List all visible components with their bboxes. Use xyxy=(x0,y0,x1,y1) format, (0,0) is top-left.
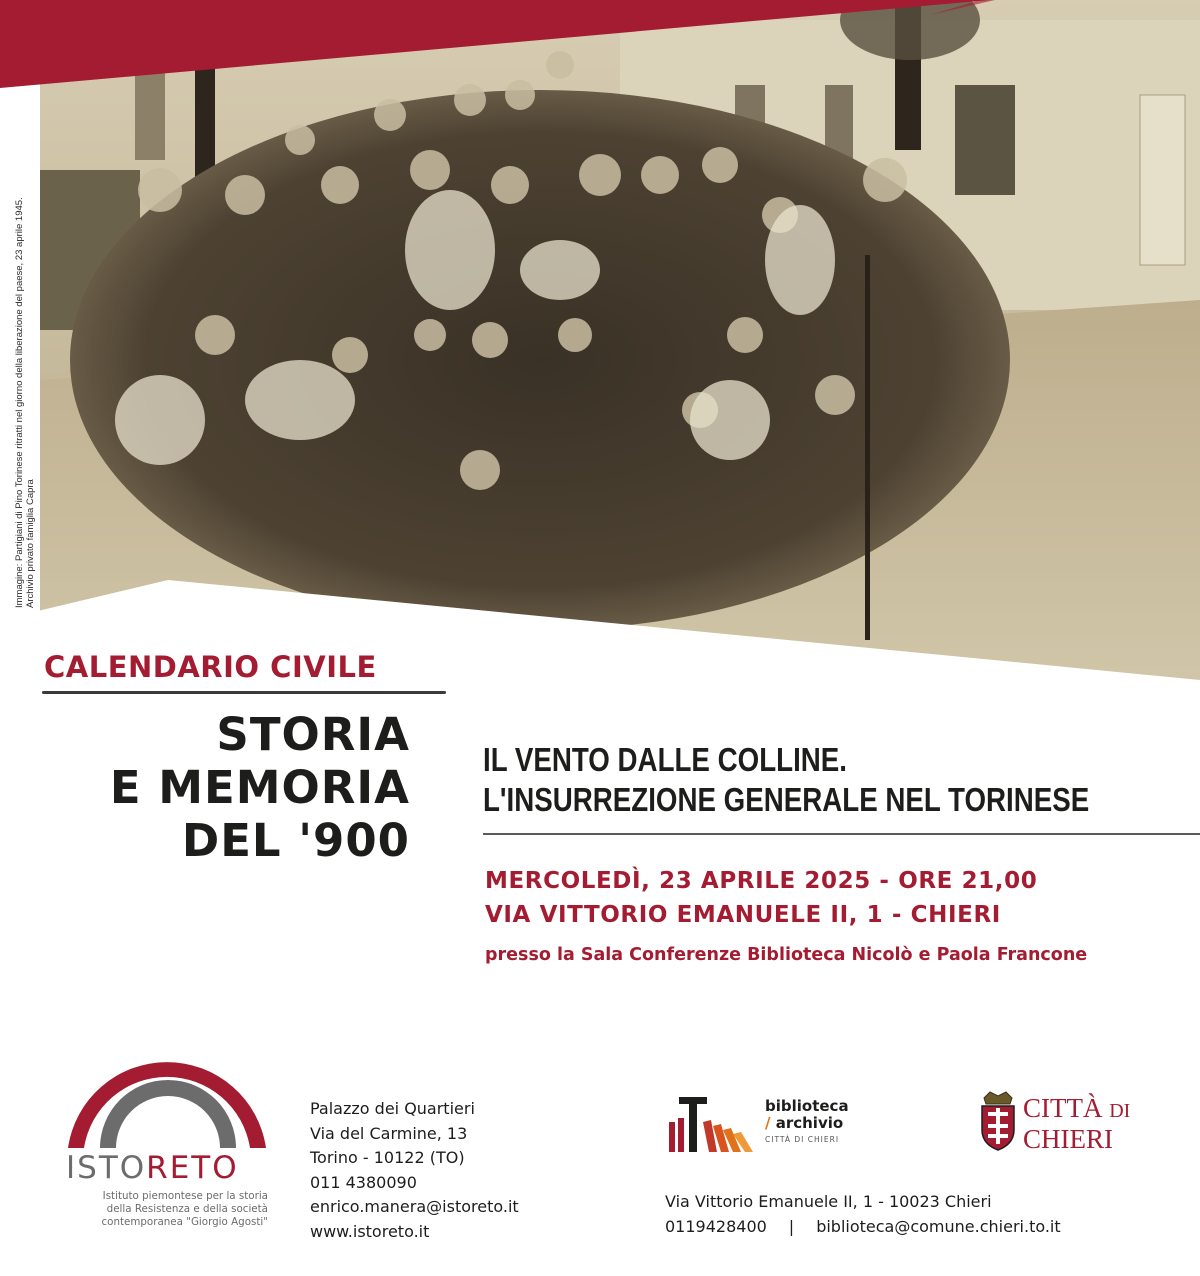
istoreto-address-city: Torino - 10122 (TO) xyxy=(310,1148,465,1167)
istoreto-website[interactable]: www.istoreto.it xyxy=(310,1221,430,1241)
series-title-line3: DEL '900 xyxy=(181,814,410,867)
istoreto-word-b: RETO xyxy=(146,1150,239,1186)
istoreto-wordmark xyxy=(66,1150,239,1186)
istoreto-address-name: Palazzo dei Quartieri xyxy=(310,1099,475,1118)
books-icon xyxy=(667,1092,762,1154)
event-place: VIA VITTORIO EMANUELE II, 1 - CHIERI xyxy=(485,902,1001,928)
event-divider xyxy=(483,833,1200,835)
event-title xyxy=(483,740,1088,820)
chieri-di: DI xyxy=(1109,1100,1131,1122)
istoreto-arcs-icon xyxy=(60,1040,275,1150)
istoreto-contacts xyxy=(310,1097,519,1244)
biblioteca-email[interactable]: biblioteca@comune.chieri.to.it xyxy=(816,1216,1061,1236)
archivio-word-row xyxy=(765,1115,849,1132)
event-title-line1: IL VENTO DALLE COLLINE. xyxy=(483,741,847,778)
photo-credit-line1: Immagine: Partigiani di Pino Torinese ritratti nel giorno della liberazione del paese, 23 aprile 1945. xyxy=(14,197,25,608)
istoreto-address-street: Via del Carmine, 13 xyxy=(310,1123,468,1143)
istoreto-logo xyxy=(60,1040,275,1240)
istoreto-sub-line3: contemporanea "Giorgio Agosti" xyxy=(101,1216,268,1228)
biblioteca-phone[interactable]: 0119428400 xyxy=(665,1216,767,1236)
citta-di-chieri-logo xyxy=(978,1090,1158,1156)
biblioteca-wordmark xyxy=(765,1098,849,1144)
biblioteca-slash: / xyxy=(765,1114,771,1132)
istoreto-word-a: ISTO xyxy=(66,1150,147,1186)
biblioteca-phone-email-row xyxy=(665,1215,1061,1240)
chieri-name: CHIERI xyxy=(1023,1124,1113,1154)
biblioteca-contacts xyxy=(665,1190,1061,1239)
event-date: MERCOLEDÌ, 23 APRILE 2025 - ORE 21,00 xyxy=(485,868,1038,894)
biblioteca-address: Via Vittorio Emanuele II, 1 - 10023 Chieri xyxy=(665,1192,992,1211)
chieri-citta: CITTÀ xyxy=(1023,1093,1103,1123)
istoreto-sub-line2: della Resistenza e della società xyxy=(106,1203,268,1215)
chieri-coat-of-arms-icon xyxy=(978,1090,1018,1152)
contact-separator: | xyxy=(788,1216,795,1236)
istoreto-email[interactable]: enrico.manera@istoreto.it xyxy=(310,1197,519,1216)
series-label: CALENDARIO CIVILE xyxy=(44,650,377,684)
event-title-line2: L'INSURREZIONE GENERALE NEL TORINESE xyxy=(483,781,1090,818)
chieri-wordmark xyxy=(1023,1094,1130,1153)
istoreto-sub-line1: Istituto piemontese per la storia xyxy=(102,1190,268,1202)
istoreto-phone[interactable]: 011 4380090 xyxy=(310,1172,417,1192)
biblioteca-logo xyxy=(667,1092,867,1154)
series-title-line2: E MEMORIA xyxy=(109,761,410,814)
series-title-line1: STORIA xyxy=(216,708,410,761)
photo-credit xyxy=(14,197,36,608)
istoreto-subtitle xyxy=(68,1190,268,1229)
biblioteca-city: CITTÀ DI CHIERI xyxy=(765,1135,840,1144)
archivio-word: archivio xyxy=(775,1114,844,1132)
biblioteca-word: biblioteca xyxy=(765,1097,849,1115)
series-divider xyxy=(42,691,446,694)
photo-credit-line2: Archivio privato famiglia Capra xyxy=(25,479,36,608)
event-venue: presso la Sala Conferenze Biblioteca Nicolò e Paola Francone xyxy=(485,945,1088,965)
series-title xyxy=(60,708,410,867)
